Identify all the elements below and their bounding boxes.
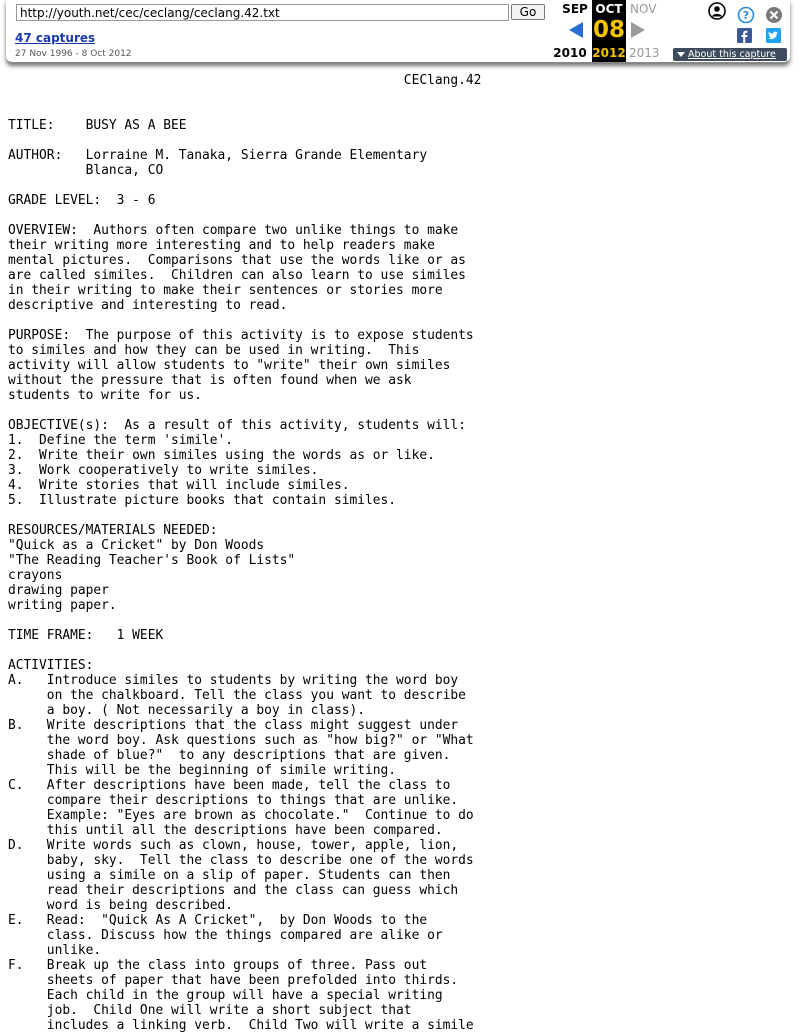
current-year: 2012 [592,46,626,60]
prev-year-link[interactable]: 2010 [553,46,587,60]
document-line: writing paper. [8,598,117,613]
document-line: OVERVIEW: Authors often compare two unlike things to make [8,223,459,238]
document-line: are called similes. Children can also learn to use similes [8,268,466,283]
document-line: on the chalkboard. Tell the class you want to describe [8,688,466,703]
next-year: 2013 [629,46,660,60]
twitter-icon[interactable] [766,28,781,43]
document-line: PURPOSE: The purpose of this activity is to expose students [8,328,474,343]
document-line: students to write for us. [8,388,203,403]
triangle-down-icon [677,52,685,57]
document-line: to similes and how they can be used in writing. This [8,343,420,358]
document-line: drawing paper [8,583,109,598]
document-line: ACTIVITIES: [8,658,94,673]
document-line: 3. Work cooperatively to write similes. [8,463,319,478]
close-icon[interactable] [765,6,783,24]
document-line: 2. Write their own similes using the words as or like. [8,448,435,463]
document-body [8,118,474,1033]
document-line: 4. Write stories that will include similes. [8,478,350,493]
document-line: Example: "Eyes are brown as chocolate." Continue to do [8,808,474,823]
document-line: in their writing to make their sentences or stories more [8,283,443,298]
next-arrow-icon[interactable] [631,22,645,38]
document-header: CEClang.42 [8,73,482,88]
facebook-icon[interactable] [737,28,752,43]
document-line: sheets of paper that have been prefolded into thirds. [8,973,459,988]
prev-arrow-icon[interactable] [569,22,583,38]
captures-link[interactable]: 47 captures [15,31,96,45]
document-line: job. Child One will write a short subject that [8,1003,412,1018]
wayback-toolbar [6,0,790,63]
document-line: A. Introduce similes to students by writing the word boy [8,673,459,688]
document-line: "The Reading Teacher's Book of Lists" [8,553,296,568]
document-line: E. Read: "Quick As A Cricket", by Don Woods to the [8,913,428,928]
document-line: Each child in the group will have a special writing [8,988,443,1003]
about-capture-button[interactable] [673,48,787,61]
document-line: RESOURCES/MATERIALS NEEDED: [8,523,218,538]
document-line: baby, sky. Tell the class to describe one of the words [8,853,474,868]
current-month: OCT [595,2,623,16]
document-line: compare their descriptions to things that are unlike. [8,793,459,808]
document-line: without the pressure that is often found when we ask [8,373,412,388]
current-day: 08 [592,17,625,43]
help-icon[interactable] [737,6,755,24]
document-line: 5. Illustrate picture books that contain similes. [8,493,397,508]
document-line: C. After descriptions have been made, tell the class to [8,778,451,793]
capture-date-range: 27 Nov 1996 - 8 Oct 2012 [15,49,132,59]
document-line: class. Discuss how the things compared are alike or [8,928,443,943]
document-line: their writing more interesting and to help readers make [8,238,435,253]
document-line: this until all the descriptions have been compared. [8,823,443,838]
document-line: OBJECTIVE(s): As a result of this activity, students will: [8,418,466,433]
document-line: F. Break up the class into groups of three. Pass out [8,958,428,973]
svg-text:?: ? [742,9,750,22]
next-month: NOV [630,2,657,16]
prev-month-link[interactable]: SEP [562,2,588,16]
document-line: word is being described. [8,898,234,913]
go-button[interactable]: Go [511,4,545,20]
user-icon[interactable] [708,2,726,20]
document-text [8,73,481,1033]
document-line: includes a linking verb. Child Two will write a simile [8,1018,474,1033]
document-line: using a simile on a slip of paper. Students can then [8,868,451,883]
document-line: TIME FRAME: 1 WEEK [8,628,164,643]
document-line: TITLE: BUSY AS A BEE [8,118,187,133]
document-line: unlike. [8,943,102,958]
about-capture-label: About this capture [688,49,776,60]
document-line: 1. Define the term 'simile'. [8,433,234,448]
document-line: the word boy. Ask questions such as "how big?" or "What [8,733,474,748]
document-line: crayons [8,568,63,583]
document-line: "Quick as a Cricket" by Don Woods [8,538,265,553]
document-line: read their descriptions and the class can guess which [8,883,459,898]
document-line: Blanca, CO [8,163,164,178]
document-line: B. Write descriptions that the class might suggest under [8,718,459,733]
document-line: D. Write words such as clown, house, tower, apple, lion, [8,838,459,853]
document-line: shade of blue?" to any descriptions that are given. [8,748,451,763]
document-line: AUTHOR: Lorraine M. Tanaka, Sierra Grande Elementary [8,148,428,163]
document-line: activity will allow students to "write" their own similes [8,358,451,373]
document-line: mental pictures. Comparisons that use the words like or as [8,253,466,268]
document-line: a boy. ( Not necessarily a boy in class). [8,703,365,718]
document-line: GRADE LEVEL: 3 - 6 [8,193,156,208]
document-line: This will be the beginning of simile writing. [8,763,397,778]
url-input[interactable] [16,4,509,21]
document-line: descriptive and interesting to read. [8,298,288,313]
